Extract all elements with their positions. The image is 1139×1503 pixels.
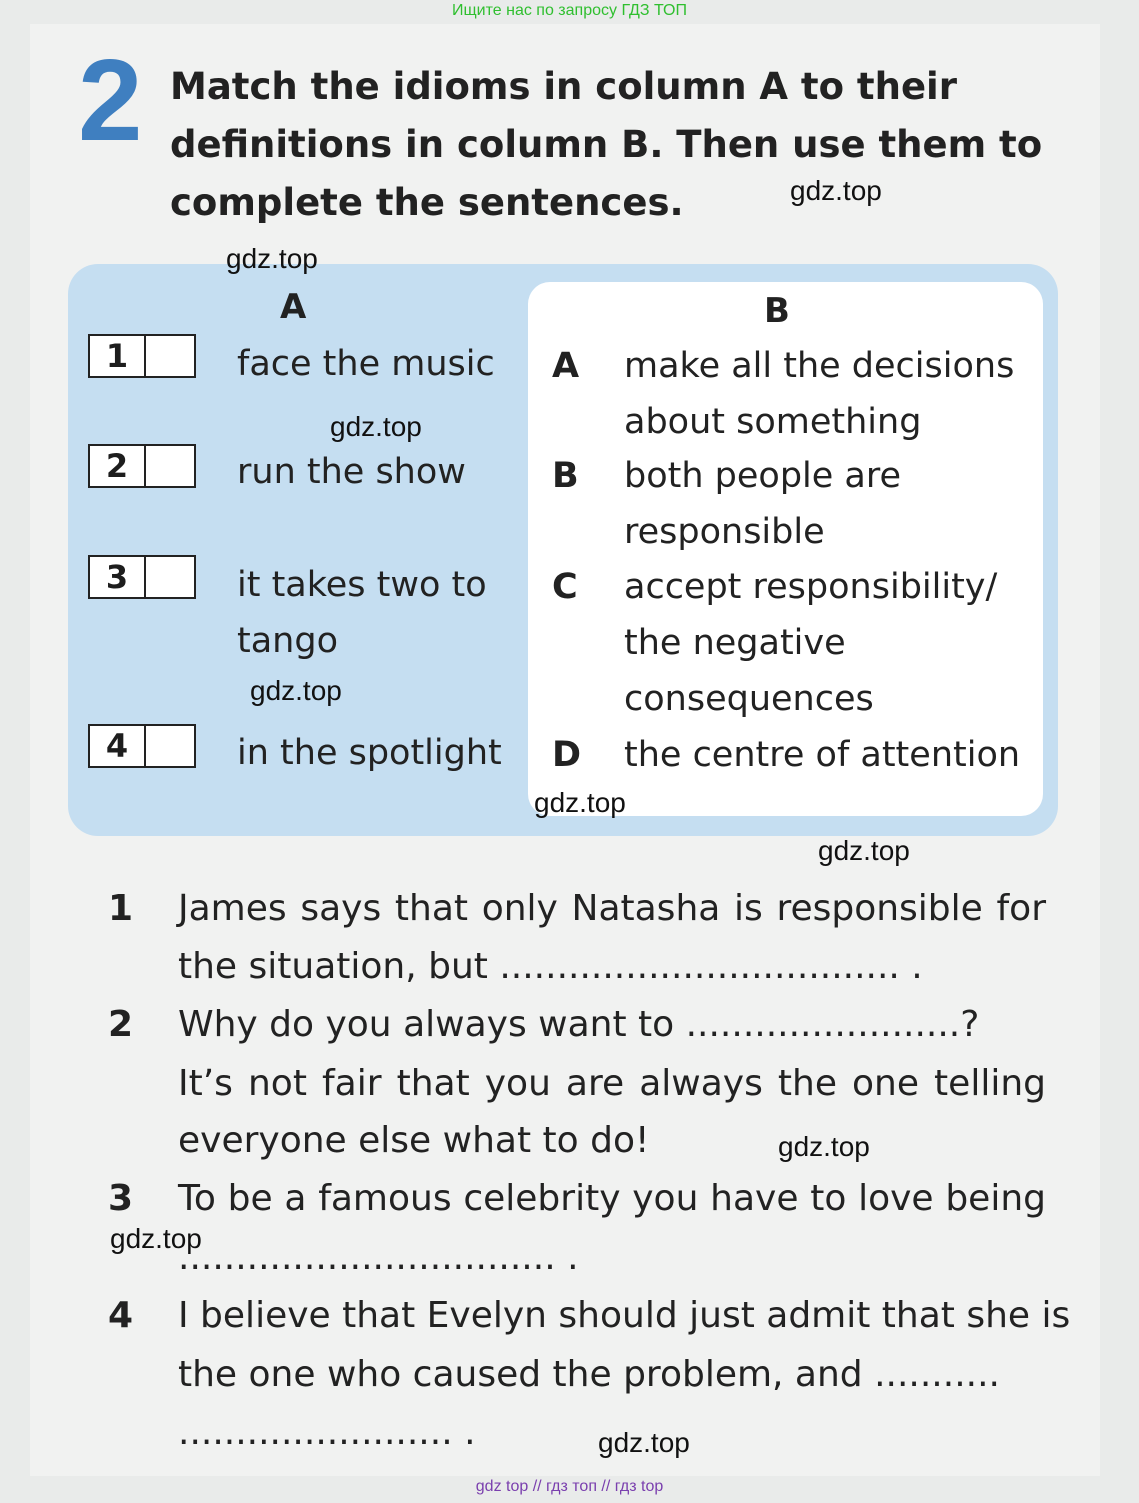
idiom-number: 3 xyxy=(90,557,146,597)
sentence-line: ................................. . xyxy=(178,1237,579,1278)
idiom-text: run the show xyxy=(237,452,466,492)
answer-box-3[interactable] xyxy=(88,555,196,599)
watermark: gdz.top xyxy=(818,835,910,866)
watermark: gdz.top xyxy=(330,411,422,442)
footer-banner: gdz top // гдз топ // гдз top xyxy=(475,1478,664,1495)
definition-letter: A xyxy=(552,346,580,386)
idiom-number: 2 xyxy=(90,446,146,486)
sentence-line: James says that only Natasha is responsible for xyxy=(178,888,1046,929)
sentence-number: 2 xyxy=(108,1004,134,1045)
definition-text: accept responsibility/ xyxy=(624,567,998,607)
instruction-line: complete the sentences. xyxy=(170,181,684,224)
idiom-text: tango xyxy=(237,621,338,661)
exercise-number: 2 xyxy=(78,35,143,165)
sentence-line: It’s not fair that you are always the one telling xyxy=(178,1063,1046,1104)
sentence-line: ........................ . xyxy=(178,1412,476,1453)
definition-text: the centre of attention xyxy=(624,735,1021,775)
definition-text: the negative xyxy=(624,623,846,663)
idiom-text: in the spotlight xyxy=(237,733,502,773)
watermark: gdz.top xyxy=(778,1131,870,1162)
answer-box-4[interactable] xyxy=(88,724,196,768)
definition-letter: C xyxy=(552,567,578,607)
definition-text: consequences xyxy=(624,679,874,719)
definition-text: make all the decisions xyxy=(624,346,1015,386)
definition-text: both people are xyxy=(624,456,902,496)
watermark: gdz.top xyxy=(110,1223,202,1254)
definition-text: about something xyxy=(624,402,922,442)
sentence-line: I believe that Evelyn should just admit that she is xyxy=(178,1295,1071,1336)
column-b-header: B xyxy=(764,291,790,331)
watermark: gdz.top xyxy=(790,175,882,206)
sentence-line: everyone else what to do! xyxy=(178,1120,650,1161)
answer-box-2[interactable] xyxy=(88,444,196,488)
idiom-text: face the music xyxy=(237,344,495,384)
sentence-line: To be a famous celebrity you have to love being xyxy=(178,1178,1046,1219)
answer-box-1[interactable] xyxy=(88,334,196,378)
watermark: gdz.top xyxy=(534,787,626,818)
sentence-line: the one who caused the problem, and ........... xyxy=(178,1354,1000,1395)
idiom-number: 4 xyxy=(90,726,146,766)
definition-text: responsible xyxy=(624,512,825,552)
sentence-line: Why do you always want to ........................? xyxy=(178,1004,980,1045)
watermark: gdz.top xyxy=(598,1427,690,1458)
column-a-header: A xyxy=(280,287,307,327)
idiom-number: 1 xyxy=(90,336,146,376)
sentence-number: 3 xyxy=(108,1178,134,1219)
instruction-line: Match the idioms in column A to their xyxy=(170,65,957,108)
definition-letter: B xyxy=(552,456,579,496)
top-banner: Ищите нас по запросу ГДЗ ТОП xyxy=(452,2,687,19)
idiom-text: it takes two to xyxy=(237,565,487,605)
sentence-number: 1 xyxy=(108,888,134,929)
watermark: gdz.top xyxy=(250,675,342,706)
sentence-line: the situation, but ................................... . xyxy=(178,946,923,987)
definition-letter: D xyxy=(552,735,582,775)
watermark: gdz.top xyxy=(226,243,318,274)
sentence-number: 4 xyxy=(108,1295,134,1336)
instruction-line: definitions in column B. Then use them to xyxy=(170,123,1043,166)
